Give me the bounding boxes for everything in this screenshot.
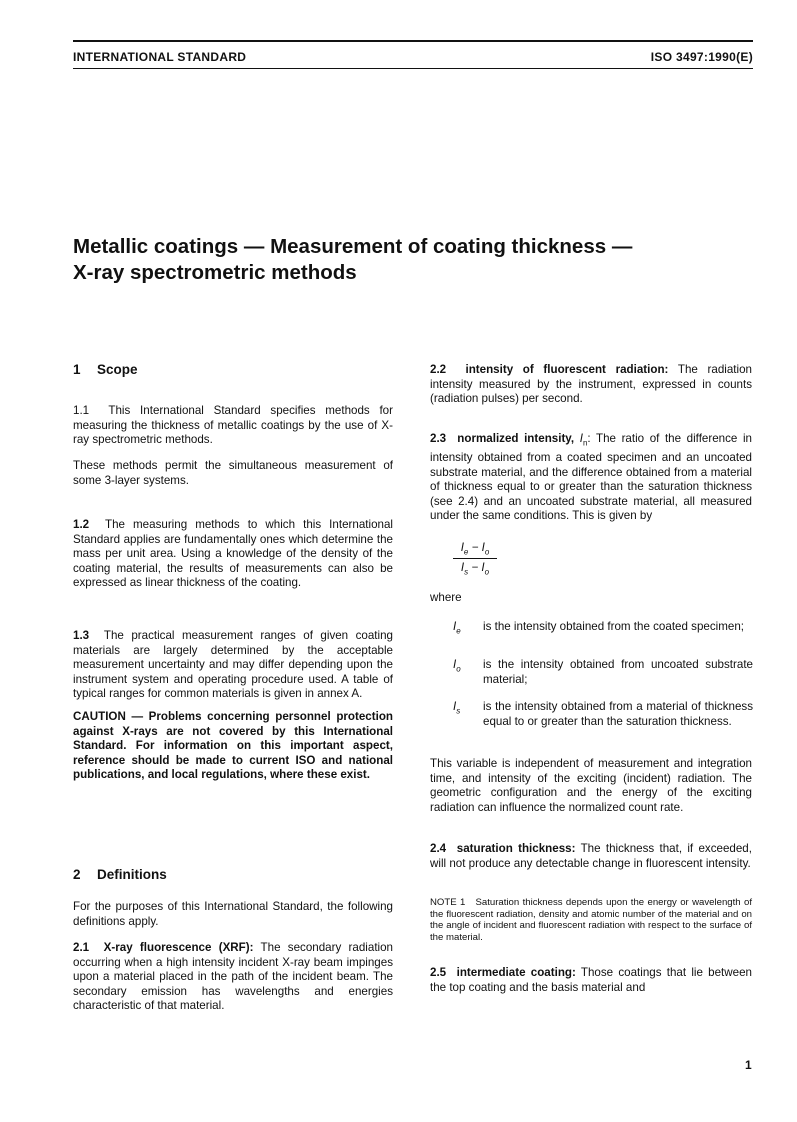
definitions-intro: For the purposes of this International Standard, the following definitions apply. xyxy=(73,900,393,928)
paragraph-1-2: 1.2 The measuring methods to which this International Standard applies are fundamentally ones which determine the mass per unit area. Using a knowledge of the density of the coating material, the results of measurements can also be expressed as linear thickness of the coating. xyxy=(73,518,393,590)
definition-2-2: 2.2 intensity of fluorescent radiation: The radiation intensity measured by the instrument, expressed in counts (radiation pulses) per second. xyxy=(430,363,752,406)
header-right: ISO 3497:1990(E) xyxy=(650,50,753,64)
section-heading-scope: 1 Scope xyxy=(73,362,138,377)
definition-2-4: 2.4 saturation thickness: The thickness that, if exceeded, will not produce any detectable change in fluorescent intensity. xyxy=(430,842,752,870)
paragraph-1-3: 1.3 The practical measurement ranges of given coating materials are largely determined by the acceptable measurement uncertainty and may differ depending upon the instrument system and operating procedure used. A table of typical ranges for common materials is given in annex A. xyxy=(73,629,393,701)
title-line-1: Metallic coatings — Measurement of coating thickness — xyxy=(73,235,633,258)
paragraph-1-1b: These methods permit the simultaneous measurement of some 3-layer systems. xyxy=(73,459,393,487)
definition-2-3-remark: This variable is independent of measurement and integration time, and intensity of the exciting (incident) radiation. The geometric configuration and the energy of the exciting radiation can influence the normalized count rate. xyxy=(430,757,752,814)
document-title xyxy=(73,234,713,286)
caution-paragraph: CAUTION — Problems concerning personnel protection against X-rays are not covered by this International Standard. For information on this important aspect, reference should be made to current ISO and national publications, and local regulations, where these exist. xyxy=(73,710,393,782)
where-label: where xyxy=(430,591,462,604)
header-left: INTERNATIONAL STANDARD xyxy=(73,50,247,64)
definition-2-3: 2.3 normalized intensity, $I_n$: The ratio of the difference in intensity obtained from a coated specimen and an uncoated substrate material, and the difference obtained from a material of thickness equal to or greater than the saturation thickness (see 2.4) and an uncoated substrate material, all measured under the same conditions. This is given by xyxy=(430,432,752,523)
header-rule-thin xyxy=(73,68,753,69)
header-rule xyxy=(73,40,753,42)
definition-2-5: 2.5 intermediate coating: Those coatings that lie between the top coating and the basis material and xyxy=(430,966,752,994)
fraction-bar xyxy=(453,558,497,559)
title-line-2: X-ray spectrometric methods xyxy=(73,261,357,284)
normalized-intensity-formula: $I_e - I_o$ $I_s - I_o$ xyxy=(453,541,497,577)
document-page: INTERNATIONAL STANDARD ISO 3497:1990(E) Metallic coatings — Measurement of coating thickness — X-ray spectrometric methods 1 Scope 1.1 This International Standard specifies methods for measuring the thickness of metallic coatings by the use of X-ray spectrometric methods. These methods permit the simultaneous measurement of some 3-layer systems. 1.2 The measuring methods to which this International Standard applies are fundamentally ones which determine the mass per unit area. Using a knowledge of the density of the coating material, the results of measurements can also be expressed as linear thickness of the coating. 1.3 The practical measurement ranges of given coating materials are largely determined by the acceptable measurement uncertainty and may differ depending upon the instrument system and operating procedure used. A table of typical ranges for common materials is given in annex A. CAUTION — Problems concerning personnel protection against X-rays are not covered by this International Standard. For information on this important aspect, reference should be made to current ISO and national publications, and local regulations, where these exist. 2 Definitions For the purposes of this International Standard, the following definitions apply. 2.1 X-ray fluorescence (XRF): The secondary radiation occurring when a high intensity incident X-ray beam impinges upon a material placed in the path of the incident beam. The secondary emission has wavelengths and energies characteristic of that material. 2.2 intensity of fluorescent radiation: The radiation intensity measured by the instrument, expressed in counts (radiation pulses) per second. 2.3 normalized intensity, $I_n$: The ratio of the difference in intensity obtained from a coated specimen and an uncoated substrate material, and the difference obtained from a material of thickness equal to or greater than the saturation thickness (see 2.4) and an uncoated substrate material, all measured under the same conditions. This is given by $I_e - I_o$ $I_s - I_o$ where $I_e$ is the intensity obtained from the coated specimen; $I_o$ is the intensity obtained from uncoated substrate material; $I_s$ is the intensity obtained from a material of thickness equal to or greater than the saturation thickness. This variable is independent of measurement and integration time, and intensity of the exciting (incident) radiation. The geometric configuration and the energy of the exciting radiation can influence the normalized count rate. 2.4 saturation thickness: The thickness that, if exceeded, will not produce any detectable change in fluorescent intensity. NOTE 1 Saturation thickness depends upon the energy or wavelength of the fluorescent radiation, density and atomic number of the material and on the angle of incident and fluorescent radiation with respect to the surface of the material. 2.5 intermediate coating: Those coatings that lie between the top coating and the basis material and 1 xyxy=(0,0,797,1122)
section-heading-definitions: 2 Definitions xyxy=(73,867,167,882)
note-1: NOTE 1 Saturation thickness depends upon the energy or wavelength of the fluorescent radiation, density and atomic number of the material and on the angle of incident and fluorescent radiation with respect to the surface of the material. xyxy=(430,897,753,943)
definition-2-1: 2.1 X-ray fluorescence (XRF): The secondary radiation occurring when a high intensity incident X-ray beam impinges upon a material placed in the path of the incident beam. The secondary emission has wavelengths and energies characteristic of that material. xyxy=(73,941,394,1013)
paragraph-1-1: 1.1 This International Standard specifies methods for measuring the thickness of metallic coatings by the use of X-ray spectrometric methods. xyxy=(73,404,393,447)
page-number: 1 xyxy=(745,1058,752,1072)
